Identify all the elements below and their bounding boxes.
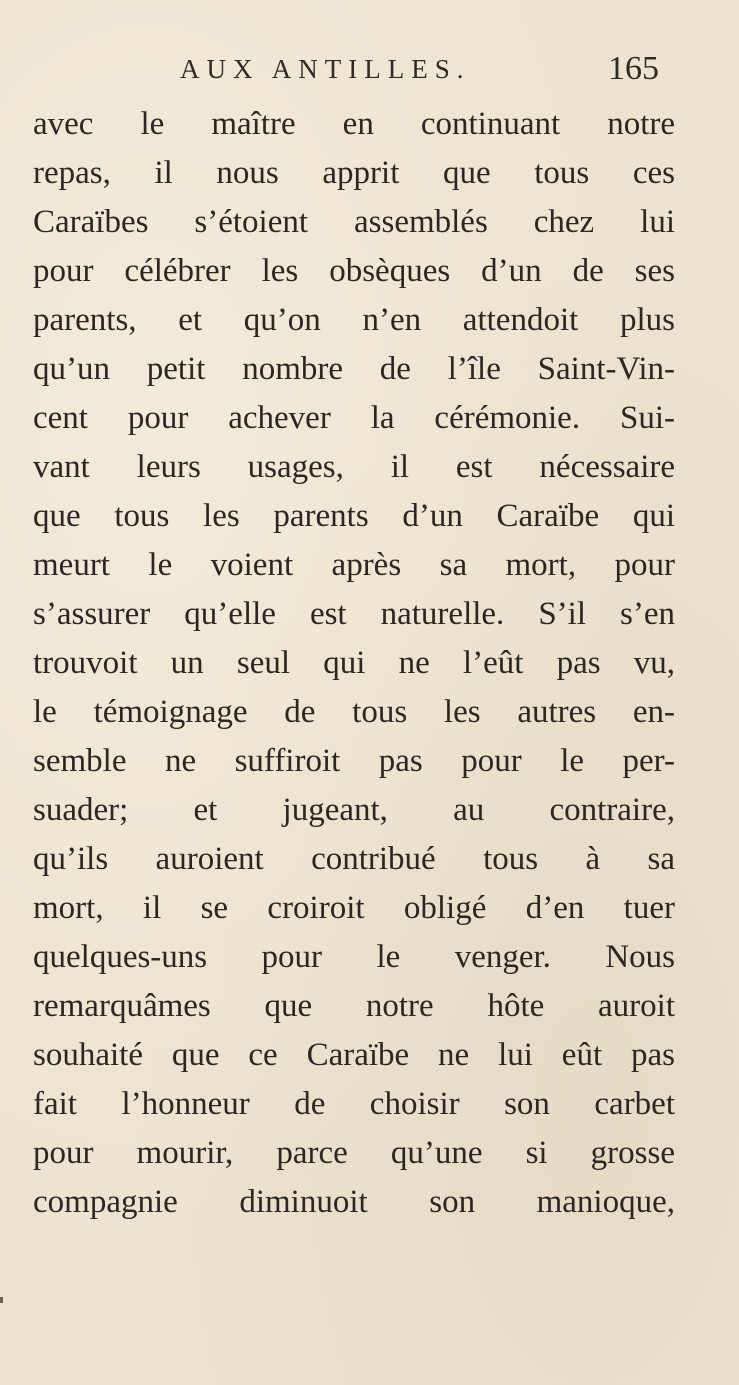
text-line: vant leurs usages, il est nécessaire [33,449,675,485]
text-line: compagnie diminuoit son manioque, [33,1184,675,1220]
text-line: parents, et qu’on n’en attendoit plus [33,302,675,338]
text-line: repas, il nous apprit que tous ces [33,155,675,191]
page-edge-mark [0,1297,3,1303]
running-title: AUX ANTILLES. [180,54,471,84]
text-line: souhaité que ce Caraïbe ne lui eût pas [33,1037,675,1073]
text-line: pour célébrer les obsèques d’un de ses [33,253,675,289]
text-line: qu’ils auroient contribué tous à sa [33,841,675,877]
page-number: 165 [608,50,659,87]
text-line: mort, il se croiroit obligé d’en tuer [33,890,675,926]
text-line: le témoignage de tous les autres en- [33,694,675,730]
text-line: qu’un petit nombre de l’île Saint-Vin- [33,351,675,387]
text-line: s’assurer qu’elle est naturelle. S’il s’en [33,596,675,632]
text-line: cent pour achever la cérémonie. Sui- [33,400,675,436]
text-line: pour mourir, parce qu’une si grosse [33,1135,675,1171]
text-line: semble ne suffiroit pas pour le per- [33,743,675,779]
body-text [33,100,675,1227]
text-line: trouvoit un seul qui ne l’eût pas vu, [33,645,675,681]
text-line: meurt le voient après sa mort, pour [33,547,675,583]
text-line: Caraïbes s’étoient assemblés chez lui [33,204,675,240]
text-line: suader; et jugeant, au contraire, [33,792,675,828]
text-line: remarquâmes que notre hôte auroit [33,988,675,1024]
running-head [0,50,739,98]
text-line: fait l’honneur de choisir son carbet [33,1086,675,1122]
text-line: que tous les parents d’un Caraïbe qui [33,498,675,534]
text-line: avec le maître en continuant notre [33,106,675,142]
text-line: quelques-uns pour le venger. Nous [33,939,675,975]
